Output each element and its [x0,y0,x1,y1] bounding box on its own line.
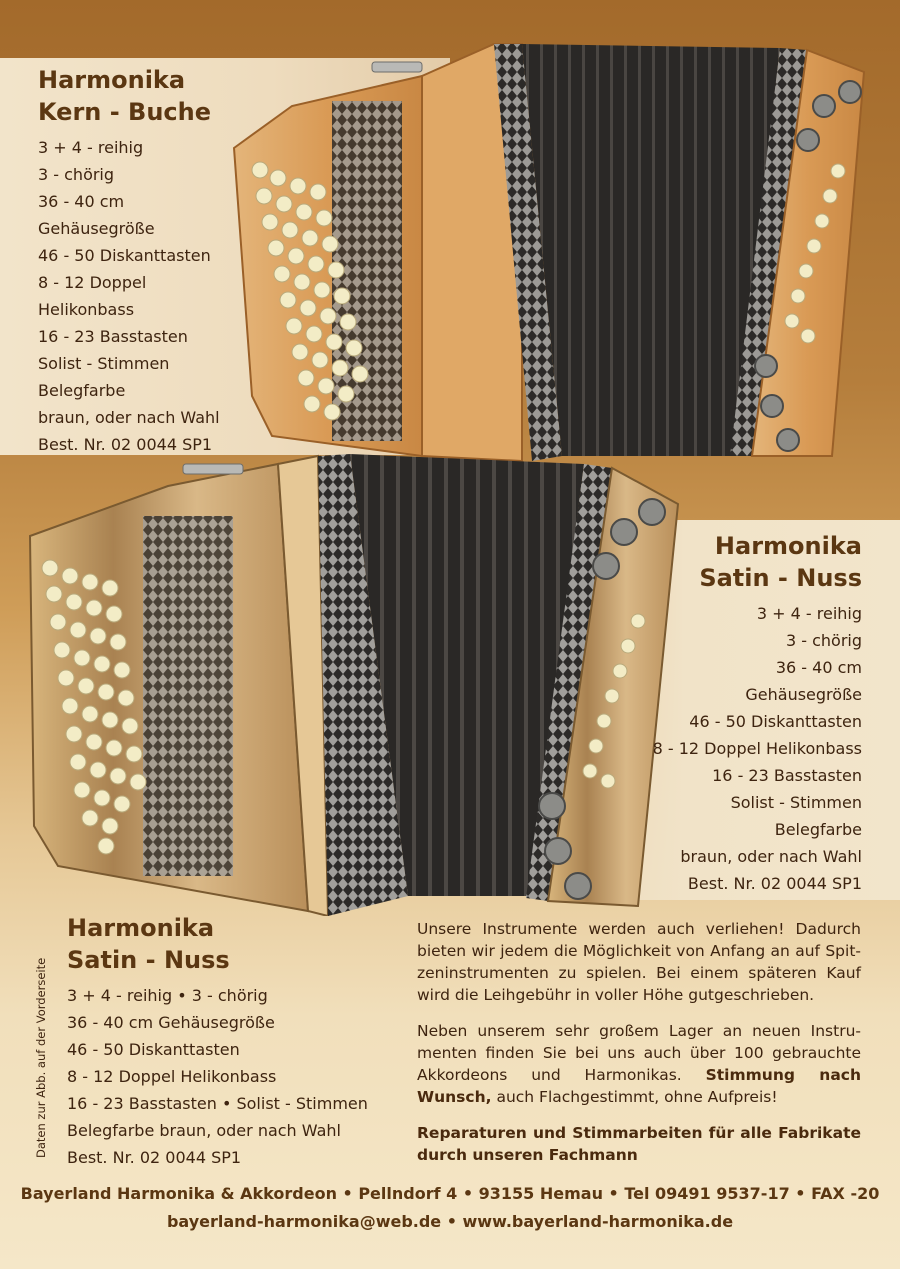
spec-list [67,982,397,1171]
spec-kern-buche [38,64,298,458]
spec-line: 8 - 12 Doppel Helikonbass [652,739,862,758]
spec-satin-nuss-right [532,530,862,897]
spec-title-line2: Satin - Nuss [67,946,230,974]
spec-line: 36 - 40 cm [775,658,862,677]
spec-line: 3 + 4 - reihig [756,604,862,623]
spec-line: Solist - Stimmen [730,793,862,812]
stock-paragraph [417,1020,861,1108]
repair-highlight: Reparaturen und Stimmarbeiten für alle Fabrikate durch unseren Fachmann [417,1124,861,1164]
spec-title-line1: Harmonika [714,532,862,560]
spec-line: 46 - 50 Diskanttasten [689,712,862,731]
tuning-text: auch Flachgestimmt, ohne Aufpreis! [491,1088,778,1106]
spec-list [38,134,298,458]
spec-line: Belegfarbe [774,820,862,839]
spec-line: Gehäusegröße [38,219,155,238]
spec-line: 3 - chörig [38,165,115,184]
contact-line: Bayerland Harmonika & Akkordeon • Pellndorf 4 • 93155 Hemau • Tel 09491 9537-17 • FAX -20 [20,1184,880,1203]
spec-line: 8 - 12 Doppel [38,273,147,292]
spec-title-line1: Harmonika [38,66,186,94]
tuning-highlight: Stimmung nach Wunsch, [417,1066,861,1106]
spec-title-line2: Satin - Nuss [699,564,862,592]
spec-line: Best. Nr. 02 0044 SP1 [38,435,213,454]
spec-title-line2: Kern - Buche [38,98,212,126]
spec-line: 36 - 40 cm Gehäusegröße [67,1013,275,1032]
accordion-kern-buche-photo [232,36,872,466]
spec-line: Solist - Stimmen [38,354,170,373]
spec-line: 36 - 40 cm [38,192,125,211]
spec-line: 16 - 23 Basstasten • Solist - Stimmen [67,1094,368,1113]
spec-line: Best. Nr. 02 0044 SP1 [687,874,862,893]
spec-line: Helikonbass [38,300,135,319]
spec-line: 8 - 12 Doppel Helikonbass [67,1067,277,1086]
rental-paragraph: Unsere Instrumente werden auch verliehen! Dadurch bieten wir jedem die Möglichkeit von Anfang an auf Spitzeninstrumenten zu spielen. Bei einem späteren Kauf wird die Leihgebühr in voller Höhe gutgeschrieben. [417,920,861,1004]
spec-line: 16 - 23 Basstasten [38,327,188,346]
spec-line: 46 - 50 Diskanttasten [67,1040,240,1059]
info-text [417,918,861,1180]
spec-line: 3 + 4 - reihig • 3 - chörig [67,986,268,1005]
spec-title-line1: Harmonika [67,914,215,942]
spec-line: Belegfarbe braun, oder nach Wahl [67,1121,341,1140]
web-line: bayerland-harmonika@web.de • www.bayerland-harmonika.de [166,1212,734,1231]
spec-line: braun, oder nach Wahl [680,847,862,866]
spec-line: 16 - 23 Basstasten [712,766,862,785]
spec-line: braun, oder nach Wahl [38,408,220,427]
stock-text: Neben unserem sehr großem Lager an neuen Instrumenten finden Sie bei uns auch über 100 gebrauchte Akkordeons und Harmonikas. [417,1022,861,1084]
spec-line: 3 - chörig [785,631,862,650]
spec-list [532,600,862,897]
spec-line: Gehäusegröße [745,685,862,704]
side-note: Daten zur Abb. auf der Vorderseite [34,957,48,1158]
spec-satin-nuss-bottom [67,912,397,1171]
spec-line: 3 + 4 - reihig [38,138,144,157]
spec-line: Belegfarbe [38,381,126,400]
spec-line: Best. Nr. 02 0044 SP1 [67,1148,242,1167]
repair-paragraph [417,1122,861,1166]
spec-line: 46 - 50 Diskanttasten [38,246,211,265]
